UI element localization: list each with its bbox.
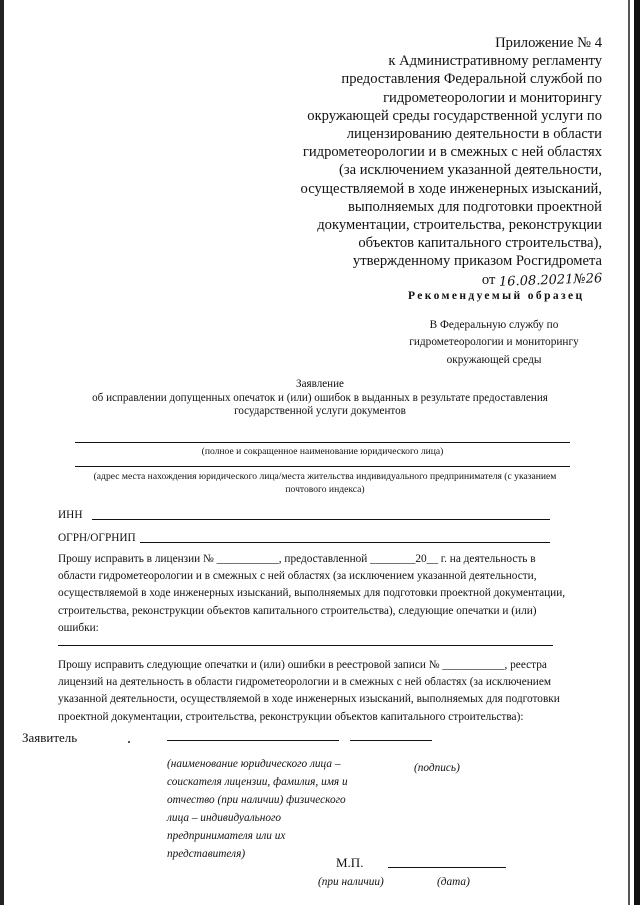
name-caption-line: лица – индивидуального (167, 812, 282, 824)
scan-border-right (634, 0, 640, 905)
header-line: (за исключением указанной деятельности, (338, 162, 602, 179)
statement-title-block (0, 378, 640, 419)
scan-speck (128, 741, 130, 743)
date-line (388, 867, 506, 868)
name-caption-line: соискателя лицензии, фамилия, имя и (167, 776, 348, 788)
org-name-line (75, 442, 570, 443)
inn-line (92, 519, 550, 520)
header-line: лицензированию деятельности в области (346, 126, 602, 143)
date-caption: (дата) (437, 876, 470, 888)
header-line: гидрометеорологии и в смежных с ней областях (302, 144, 602, 161)
header-line: к Административному регламенту (388, 53, 602, 70)
header-line: осуществляемой в ходе инженерных изысканий, (300, 180, 602, 197)
address-caption (40, 470, 610, 496)
applicant-name-line (167, 740, 339, 741)
name-caption-line: отчество (при наличии) физического (167, 794, 346, 806)
statement-title: Заявление (296, 378, 344, 390)
request-license-fix (58, 551, 566, 637)
applicant-name-caption (167, 755, 348, 863)
stamp-label: М.П. (336, 855, 364, 870)
address-caption-line: (адрес места нахождения юридического лица/места жительства индивидуального предпринимателя (с указанием (93, 471, 557, 482)
request2-line: Прошу исправить следующие опечатки и (или) ошибки в реестровой записи № ___________, реестра (58, 659, 547, 671)
request2-line: проектной документации, строительства, реконструкции объектов капитального строительства): (58, 710, 524, 723)
recipient-block (385, 317, 603, 369)
request1-line: строительства, реконструкции объектов капитального строительства), следующие опечатки и (или) (58, 604, 537, 617)
scan-border-left (0, 0, 4, 905)
request1-line: ошибки: (58, 621, 99, 634)
name-caption-line: предпринимателя или их (167, 830, 286, 842)
request2-line: лицензий на деятельность в области гидрометеорологии и в смежных с ней областях (за исключением (58, 676, 551, 689)
scan-border-right-inner (628, 0, 630, 905)
org-name-caption: (полное и сокращенное наименование юридического лица) (201, 446, 444, 457)
request2-line: указанной деятельности, осуществляемой в ходе инженерных изысканий, выполняемых для подготовки (58, 693, 560, 706)
request1-line: Прошу исправить в лицензии № ___________, предоставленной ________20__ г. на деятельность в (58, 553, 536, 565)
statement-subtitle-line: об исправлении допущенных опечаток и (или) ошибок в выданных в результате предоставления (92, 391, 548, 404)
ogrn-line (140, 542, 550, 543)
header-line: утвержденному приказом Росгидромета (352, 253, 602, 270)
name-caption-line: (наименование юридического лица – (167, 758, 341, 770)
address-line (75, 466, 570, 467)
applicant-label: Заявитель (22, 730, 78, 745)
date-prefix: от (481, 271, 496, 288)
name-caption-line: представителя) (167, 848, 246, 860)
appendix-header (250, 34, 602, 289)
header-date-line (250, 271, 602, 289)
request-registry-fix (58, 657, 558, 726)
header-line: документации, строительства, реконструкции (317, 217, 602, 234)
request1-line: области гидрометеорологии и в смежных с ней областях (за исключением указанной деятельности, (58, 570, 537, 583)
recipient-line: окружающей среды (446, 353, 542, 366)
ogrn-label: ОГРН/ОГРНИП (58, 532, 136, 544)
header-line: выполняемых для подготовки проектной (348, 198, 602, 215)
inn-label: ИНН (58, 509, 83, 521)
header-line: предоставления Федеральной службой по (341, 71, 602, 88)
recipient-line: гидрометеорологии и мониторингу (409, 336, 579, 349)
address-caption-line: почтового индекса) (285, 484, 365, 495)
header-line: окружающей среды государственной услуги по (307, 107, 602, 124)
header-line: объектов капитального строительства), (358, 235, 602, 252)
errors-line-1 (58, 645, 553, 646)
signature-line (350, 740, 432, 741)
sample-label: Рекомендуемый образец (408, 290, 585, 302)
request1-line: осуществляемой в ходе инженерных изысканий, выполняемых для подготовки проектной документации, (58, 587, 566, 600)
statement-subtitle-line: государственной услуги документов (234, 405, 406, 417)
handwritten-date[interactable] (499, 271, 602, 290)
signature-caption: (подпись) (414, 762, 460, 774)
stamp-caption: (при наличии) (318, 876, 384, 888)
header-line: гидрометеорологии и мониторингу (383, 89, 602, 106)
recipient-line: В Федеральную службу по (429, 319, 559, 331)
header-line: Приложение № 4 (495, 35, 602, 51)
